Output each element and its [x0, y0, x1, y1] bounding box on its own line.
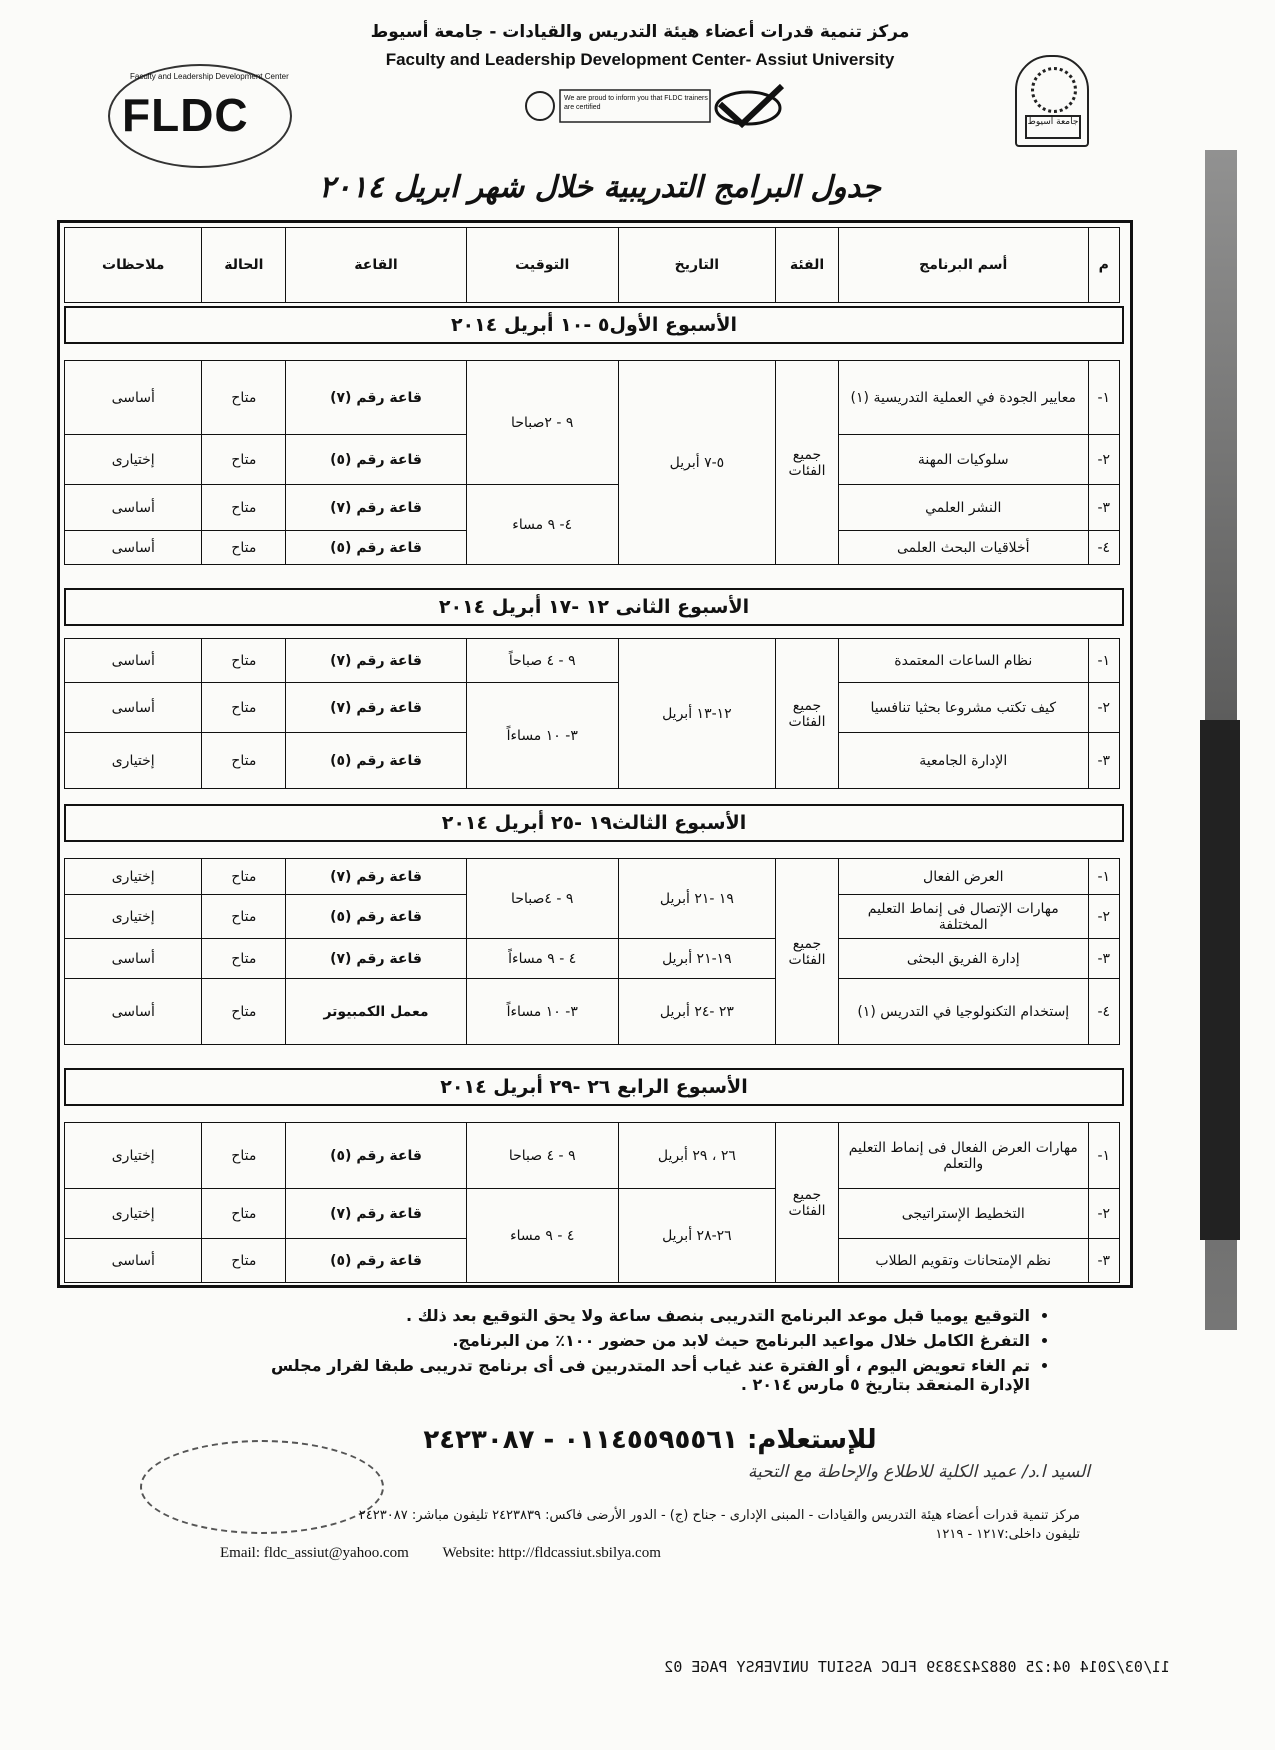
status-cell: متاح	[202, 485, 286, 531]
date-cell: ٢٣ -٢٤ أبريل	[618, 979, 775, 1045]
program-name: مهارات العرض الفعال فى إنماط التعليم والتعلم	[838, 1123, 1088, 1189]
program-name: نظم الإمتحانات وتقويم الطلاب	[838, 1239, 1088, 1283]
footer-internal-phone: تليفون داخلى:١٢١٧ - ١٢١٩	[935, 1527, 1080, 1542]
program-name: النشر العلمي	[838, 485, 1088, 531]
col-room: القاعة	[286, 228, 466, 303]
time-cell: ٩ - ٢صباحا	[466, 361, 618, 485]
week-2-label: الأسبوع الثانى ١٢ -١٧ أبريل ٢٠١٤	[64, 588, 1124, 626]
sun-icon	[1031, 67, 1077, 113]
date-cell: ١٢-١٣ أبريل	[618, 639, 775, 789]
footer-website[interactable]: Website: http://fldcassiut.sbilya.com	[442, 1545, 661, 1561]
room-cell: قاعة رقم (٧)	[286, 361, 466, 435]
date-cell: ٢٦ ، ٢٩ أبريل	[618, 1123, 775, 1189]
room-cell: قاعة رقم (٥)	[286, 1123, 466, 1189]
fldc-ring-text: Faculty and Leadership Development Center	[130, 72, 289, 81]
footer-contacts	[200, 1545, 1080, 1562]
status-cell: متاح	[202, 979, 286, 1045]
program-name: العرض الفعال	[838, 859, 1088, 895]
room-cell: قاعة رقم (٧)	[286, 859, 466, 895]
room-cell: قاعة رقم (٥)	[286, 531, 466, 565]
notes-cell: إختيارى	[65, 435, 202, 485]
row-num: ٢-	[1088, 895, 1119, 939]
contact-phone: للإستعلام: ٠١١٤٥٥٩٥٥٦١ - ٢٤٢٣٠٨٧	[423, 1425, 877, 1455]
notes-cell: أساسى	[65, 531, 202, 565]
week-4-table	[64, 1122, 1120, 1283]
footer-email[interactable]: Email: fldc_assiut@yahoo.com	[220, 1545, 409, 1561]
note-item: • تم الغاء تعويض اليوم ، أو الفترة عند غياب أحد المتدربين فى أى برنامج تدريبى طبقا لقرار مجلس الإدارة المنعقد بتاريخ ٥ مارس ٢٠١٤ .	[230, 1356, 1030, 1394]
col-program: أسم البرنامج	[838, 228, 1088, 303]
room-cell: قاعة رقم (٧)	[286, 939, 466, 979]
time-cell: ٩ - ٤صباحا	[466, 859, 618, 939]
status-cell: متاح	[202, 1123, 286, 1189]
status-cell: متاح	[202, 895, 286, 939]
row-num: ١-	[1088, 361, 1119, 435]
room-cell: قاعة رقم (٥)	[286, 435, 466, 485]
category-cell: جميع الفئات	[776, 859, 839, 1045]
row-num: ٣-	[1088, 485, 1119, 531]
program-name: إدارة الفريق البحثى	[838, 939, 1088, 979]
header-english-title: Faculty and Leadership Development Center- Assiut University	[385, 50, 895, 69]
notes-cell: إختيارى	[65, 1189, 202, 1239]
program-name: التخطيط الإستراتيجى	[838, 1189, 1088, 1239]
notes-list	[230, 1306, 1070, 1400]
week-2-table	[64, 638, 1120, 789]
row-num: ١-	[1088, 859, 1119, 895]
col-time: التوقيت	[466, 228, 618, 303]
notes-cell: إختيارى	[65, 859, 202, 895]
university-logo	[1015, 55, 1089, 147]
status-cell: متاح	[202, 435, 286, 485]
scan-edge-dark	[1200, 720, 1240, 1240]
status-cell: متاح	[202, 939, 286, 979]
status-cell: متاح	[202, 1189, 286, 1239]
program-name: معايير الجودة في العملية التدريسية (١)	[838, 361, 1088, 435]
category-cell: جميع الفئات	[776, 1123, 839, 1283]
time-cell: ٤ - ٩ مساءاً	[466, 939, 618, 979]
row-num: ٣-	[1088, 939, 1119, 979]
notes-cell: أساسى	[65, 979, 202, 1045]
status-cell: متاح	[202, 639, 286, 683]
program-name: إستخدام التكنولوجيا في التدريس (١)	[838, 979, 1088, 1045]
room-cell: قاعة رقم (٧)	[286, 683, 466, 733]
col-notes: ملاحظات	[65, 228, 202, 303]
category-cell: جميع الفئات	[776, 639, 839, 789]
time-cell: ٣- ١٠ مساءاً	[466, 683, 618, 789]
notes-cell: أساسى	[65, 639, 202, 683]
time-cell: ٤- ٩ مساء	[466, 485, 618, 565]
time-cell: ٣- ١٠ مساءاً	[466, 979, 618, 1045]
note-item: • التوقيع يوميا قبل موعد البرنامج التدريبى بنصف ساعة ولا يحق التوقيع بعد ذلك .	[230, 1306, 1030, 1325]
week-1-table	[64, 360, 1120, 565]
status-cell: متاح	[202, 531, 286, 565]
col-date: التاريخ	[618, 228, 775, 303]
notes-cell: أساسى	[65, 1239, 202, 1283]
room-cell: قاعة رقم (٧)	[286, 639, 466, 683]
row-num: ٤-	[1088, 531, 1119, 565]
university-logo-text: جامعة أسيوط	[1025, 115, 1081, 139]
badge-text: We are proud to inform you that FLDC trainers are certified	[564, 95, 708, 111]
status-cell: متاح	[202, 1239, 286, 1283]
header-table	[64, 227, 1120, 303]
week-1-label: الأسبوع الأول٥ -١٠ أبريل ٢٠١٤	[64, 306, 1124, 344]
date-cell: ٢٦-٢٨ أبريل	[618, 1189, 775, 1283]
notes-cell: إختيارى	[65, 733, 202, 789]
time-cell: ٤ - ٩ مساء	[466, 1189, 618, 1283]
program-name: مهارات الإتصال فى إنماط التعليم المختلفة	[838, 895, 1088, 939]
row-num: ٢-	[1088, 683, 1119, 733]
row-num: ٤-	[1088, 979, 1119, 1045]
program-name: نظام الساعات المعتمدة	[838, 639, 1088, 683]
status-cell: متاح	[202, 683, 286, 733]
col-num: م	[1088, 228, 1119, 303]
week-4-label: الأسبوع الرابع ٢٦ -٢٩ أبريل ٢٠١٤	[64, 1068, 1124, 1106]
document-title: جدول البرامج التدريبية خلال شهر ابريل ٢٠١٤	[319, 170, 881, 205]
time-cell: ٩ - ٤ صباحاً	[466, 639, 618, 683]
certification-badge	[520, 82, 790, 130]
date-cell: ٥-٧ أبريل	[618, 361, 775, 565]
notes-cell: أساسى	[65, 683, 202, 733]
col-status: الحالة	[202, 228, 286, 303]
notes-cell: أساسى	[65, 939, 202, 979]
room-cell: قاعة رقم (٥)	[286, 733, 466, 789]
status-cell: متاح	[202, 361, 286, 435]
date-cell: ١٩ -٢١ أبريل	[618, 859, 775, 939]
program-name: أخلاقيات البحث العلمى	[838, 531, 1088, 565]
footer-address: مركز تنمية قدرات أعضاء هيئة التدريس والقيادات - المبنى الإدارى - جناح (ج) - الدور الأرضى فاكس: ٢٤٢٣٨٣٩ تليفون مباشر: ٢٤٢٣٠٨٧	[358, 1508, 1080, 1523]
fax-header-mirrored: 11/03/2014 04:25 0882423839 FLDC ASSIUT UNIVERSY PAGE 02	[664, 1658, 1170, 1676]
date-cell: ١٩-٢١ أبريل	[618, 939, 775, 979]
notes-cell: إختيارى	[65, 1123, 202, 1189]
notes-cell: أساسى	[65, 361, 202, 435]
room-cell: قاعة رقم (٥)	[286, 1239, 466, 1283]
header-arabic-title: مركز تنمية قدرات أعضاء هيئة التدريس والقيادات - جامعة أسيوط	[370, 22, 910, 42]
row-num: ١-	[1088, 639, 1119, 683]
time-cell: ٩ - ٤ صباحا	[466, 1123, 618, 1189]
row-num: ٢-	[1088, 1189, 1119, 1239]
room-cell: قاعة رقم (٧)	[286, 485, 466, 531]
week-3-label: الأسبوع الثالث١٩ -٢٥ أبريل ٢٠١٤	[64, 804, 1124, 842]
fldc-logo: FLDC	[122, 89, 249, 141]
program-name: الإدارة الجامعية	[838, 733, 1088, 789]
row-num: ٣-	[1088, 1239, 1119, 1283]
status-cell: متاح	[202, 859, 286, 895]
note-item: • التفرغ الكامل خلال مواعيد البرنامج حيث لابد من حضور ١٠٠٪ من البرنامج.	[230, 1331, 1030, 1350]
notes-cell: أساسى	[65, 485, 202, 531]
row-num: ٣-	[1088, 733, 1119, 789]
row-num: ١-	[1088, 1123, 1119, 1189]
handwritten-signature: السيد ا.د/ عميد الكلية للاطلاع والإحاطة مع التحية	[747, 1462, 1090, 1482]
room-cell: معمل الكمبيوتر	[286, 979, 466, 1045]
room-cell: قاعة رقم (٧)	[286, 1189, 466, 1239]
week-3-table	[64, 858, 1120, 1045]
row-num: ٢-	[1088, 435, 1119, 485]
program-name: سلوكيات المهنة	[838, 435, 1088, 485]
status-cell: متاح	[202, 733, 286, 789]
category-cell: جميع الفئات	[776, 361, 839, 565]
col-category: الفئة	[776, 228, 839, 303]
program-name: كيف تكتب مشروعا بحثيا تنافسيا	[838, 683, 1088, 733]
notes-cell: إختيارى	[65, 895, 202, 939]
room-cell: قاعة رقم (٥)	[286, 895, 466, 939]
